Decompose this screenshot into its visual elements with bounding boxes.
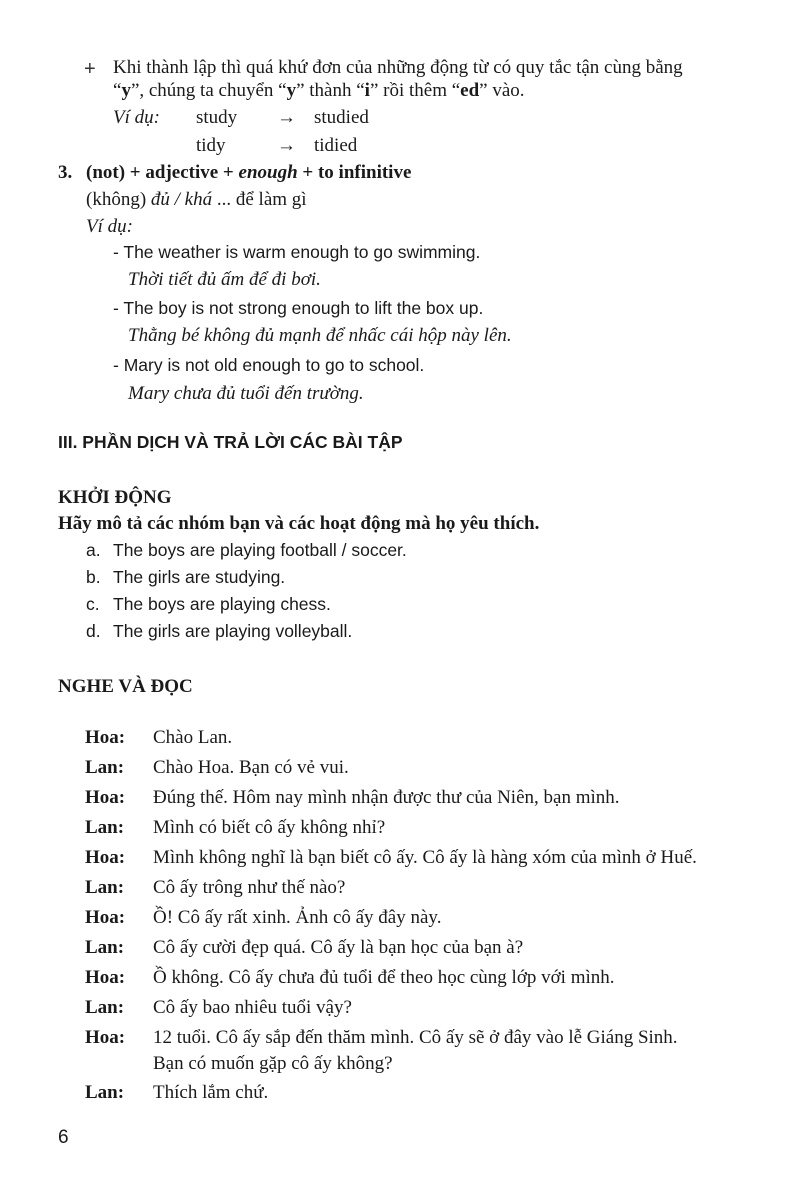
speaker: Lan: [85, 937, 125, 958]
list-item: The girls are playing volleyball. [113, 621, 353, 641]
dialogue-line: Cô ấy trông như thế nào? [153, 877, 346, 898]
speaker: Hoa: [85, 847, 126, 868]
list-item: The boys are playing football / soccer. [113, 540, 407, 560]
example-english: - The boy is not strong enough to lift the box up. [113, 298, 484, 318]
dialogue-line: Mình không nghĩ là bạn biết cô ấy. Cô ấy là hàng xóm của mình ở Huế. [153, 847, 697, 868]
example-past: studied [314, 107, 369, 128]
dialogue-line: Đúng thế. Hôm nay mình nhận được thư của Niên, bạn mình. [153, 787, 620, 808]
dialogue-line: Mình có biết cô ấy không nhỉ? [153, 817, 386, 838]
example-vietnamese: Mary chưa đủ tuổi đến trường. [128, 383, 364, 404]
dialogue-line: Chào Hoa. Bạn có vẻ vui. [153, 757, 349, 778]
rule-line-2: “y”, chúng ta chuyển “y” thành “i” rồi thêm “ed” vào. [113, 80, 525, 101]
rule-line-1: Khi thành lập thì quá khứ đơn của những động từ có quy tắc tận cùng bằng [113, 57, 683, 78]
speaker: Hoa: [85, 967, 126, 988]
formula-meaning: (không) đủ / khá ... để làm gì [86, 189, 307, 210]
speaker: Lan: [85, 1082, 125, 1103]
section-number: 3. [58, 162, 73, 183]
speaker: Lan: [85, 757, 125, 778]
speaker: Hoa: [85, 787, 126, 808]
example-label: Ví dụ: [113, 107, 160, 128]
dialogue-line: Chào Lan. [153, 727, 233, 748]
example-base: tidy [196, 135, 226, 156]
example-english: - Mary is not old enough to go to school. [113, 355, 425, 375]
speaker: Hoa: [85, 1027, 126, 1048]
list-item-label: c. [86, 594, 100, 614]
speaker: Lan: [85, 877, 125, 898]
bullet-plus: + [84, 58, 96, 80]
arrow-icon: → [277, 107, 296, 128]
formula: (not) + adjective + enough + to infinitive [86, 162, 412, 183]
part-heading: III. PHẦN DỊCH VÀ TRẢ LỜI CÁC BÀI TẬP [58, 432, 403, 452]
page-number: 6 [58, 1127, 69, 1148]
example-english: - The weather is warm enough to go swimming. [113, 242, 481, 262]
dialogue-line: Cô ấy bao nhiêu tuổi vậy? [153, 997, 352, 1018]
example-vietnamese: Thời tiết đủ ấm để đi bơi. [128, 269, 321, 290]
list-item: The girls are studying. [113, 567, 286, 587]
list-item-label: a. [86, 540, 101, 560]
warmup-title: KHỞI ĐỘNG [58, 487, 172, 508]
example-base: study [196, 107, 238, 128]
list-item: The boys are playing chess. [113, 594, 331, 614]
listen-title: NGHE VÀ ĐỌC [58, 676, 193, 697]
speaker: Hoa: [85, 907, 126, 928]
dialogue-line: Ồ không. Cô ấy chưa đủ tuổi để theo học cùng lớp với mình. [153, 967, 615, 988]
example-vietnamese: Thằng bé không đủ mạnh để nhấc cái hộp này lên. [128, 325, 512, 346]
list-item-label: b. [86, 567, 101, 587]
example-label: Ví dụ: [86, 216, 133, 237]
dialogue-line: Cô ấy cười đẹp quá. Cô ấy là bạn học của bạn à? [153, 937, 524, 958]
dialogue-line-continued: Bạn có muốn gặp cô ấy không? [153, 1053, 393, 1074]
list-item-label: d. [86, 621, 101, 641]
speaker: Lan: [85, 997, 125, 1018]
speaker: Lan: [85, 817, 125, 838]
dialogue-line: Ồ! Cô ấy rất xinh. Ảnh cô ấy đây này. [153, 907, 442, 928]
warmup-instruction: Hãy mô tả các nhóm bạn và các hoạt động mà họ yêu thích. [58, 513, 540, 534]
arrow-icon: → [277, 135, 296, 156]
dialogue-line: Thích lắm chứ. [153, 1082, 269, 1103]
dialogue-line: 12 tuổi. Cô ấy sắp đến thăm mình. Cô ấy sẽ ở đây vào lễ Giáng Sinh. [153, 1027, 678, 1048]
speaker: Hoa: [85, 727, 126, 748]
example-past: tidied [314, 135, 358, 156]
